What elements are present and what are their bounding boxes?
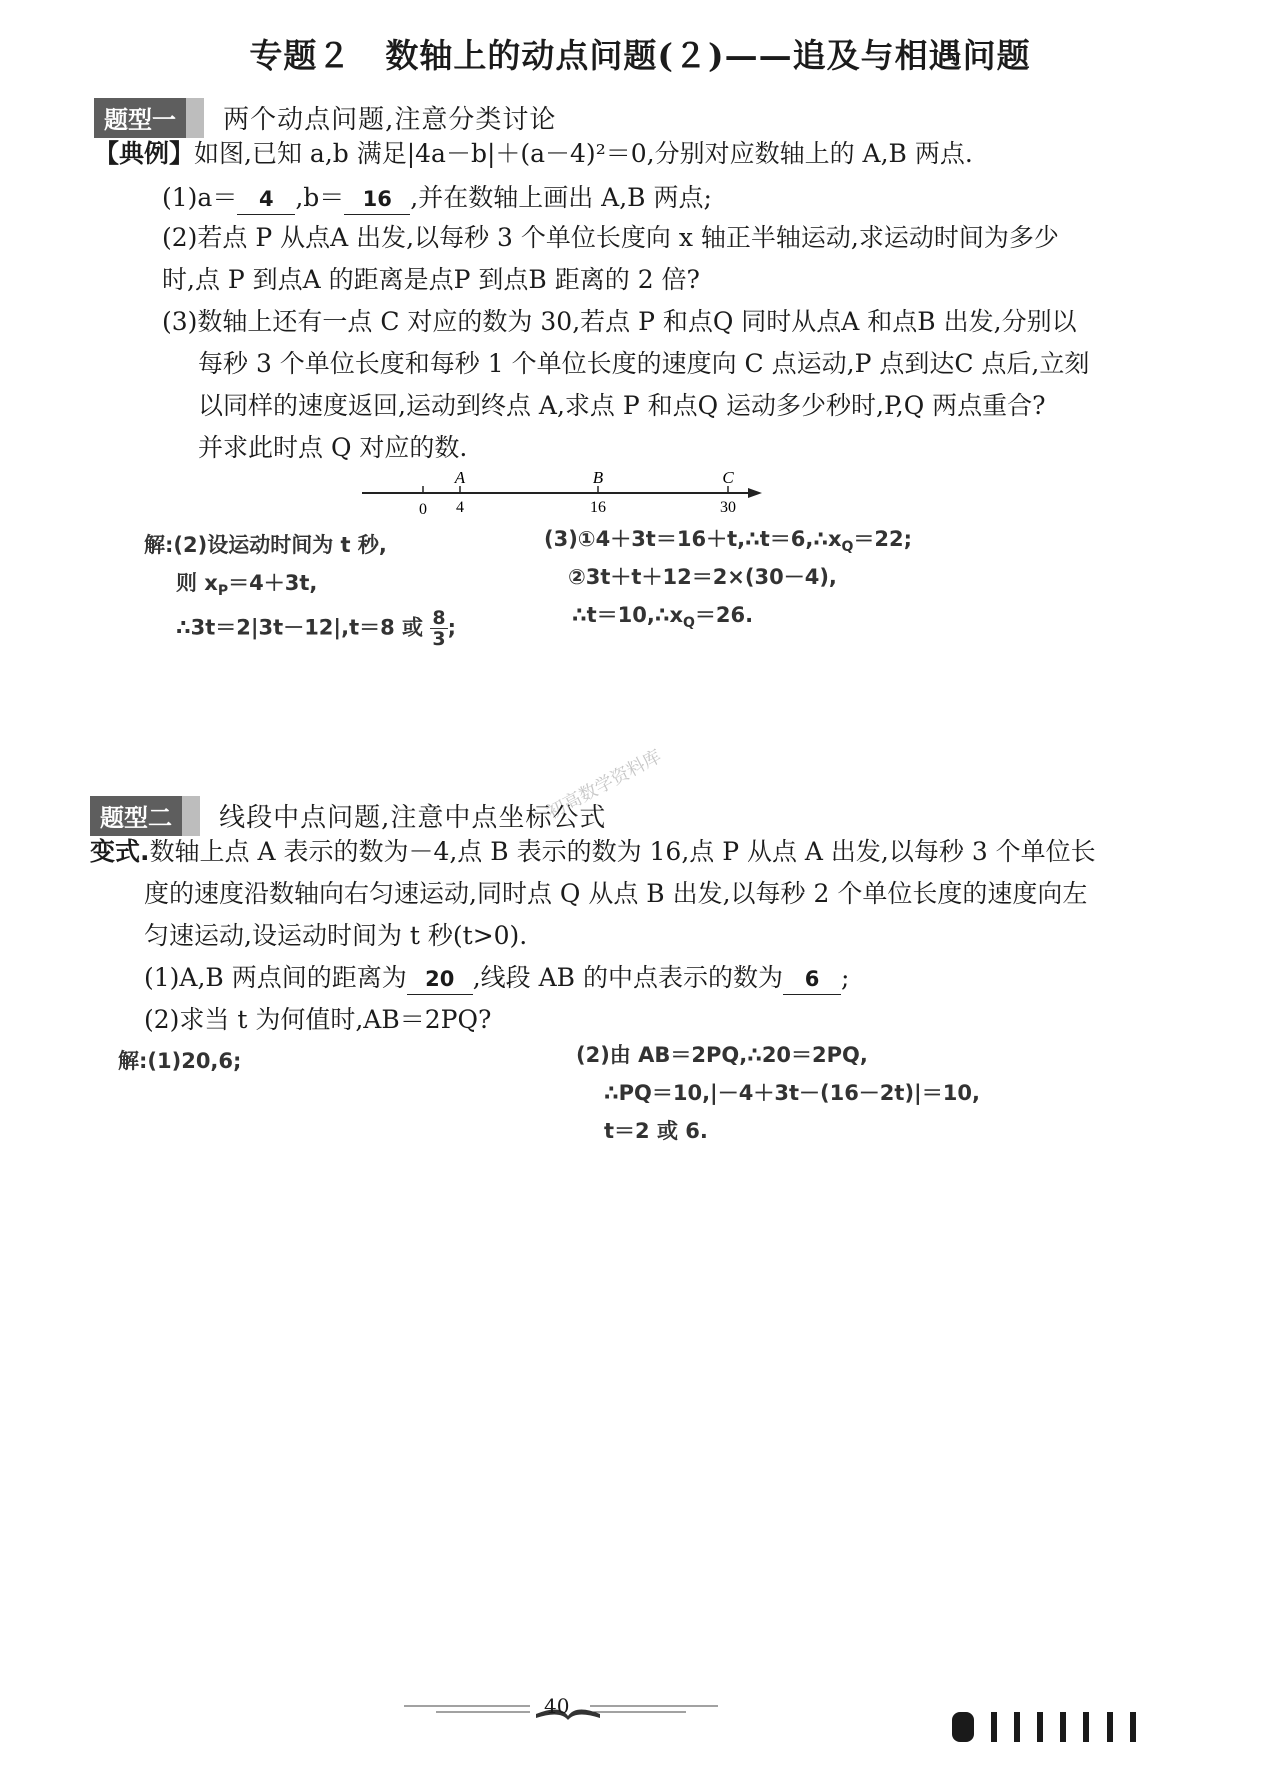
example-label: 【典例】	[94, 139, 195, 168]
example-text: 如图,已知 a,b 满足|4a－b|＋(a－4)²＝0,分别对应数轴上的 A,B 两点.	[194, 139, 973, 168]
variant-line3: 匀速运动,设运动时间为 t 秒(t>0).	[144, 921, 528, 950]
solution1-left-line2: 则 $x_P=4+3t$,	[176, 571, 318, 600]
point-a-value: 4	[456, 499, 464, 516]
solution2-right-line3: t＝2 或 6.	[604, 1119, 708, 1143]
solution1-left-line1: 解:(2)设运动时间为 t 秒,	[144, 533, 387, 557]
section1-tag: 题型一	[94, 98, 204, 138]
variant-q1: (1)A,B 两点间的距离为 20 ,线段 AB 的中点表示的数为 6 ;	[144, 956, 849, 1000]
question-3-line3: 以同样的速度返回,运动到终点 A,求点 P 和点Q 运动多少秒时,P,Q 两点重合?	[198, 391, 1046, 420]
solution1-right-line3: $\therefore t=10,\therefore x_Q=26$.	[572, 603, 754, 632]
number-line-arrow	[748, 488, 762, 498]
tick-0	[419, 486, 427, 518]
point-b-value: 16	[590, 499, 606, 516]
solution2-right-line1: (2)由 AB＝2PQ,∴20＝2PQ,	[576, 1043, 868, 1067]
page-number: 40	[544, 1694, 570, 1718]
question-3-line1: (3)数轴上还有一点 C 对应的数为 30,若点 P 和点Q 同时从点A 和点B 出发,分别以	[162, 307, 1077, 336]
q1-prefix: (1)a＝	[162, 183, 238, 212]
variant-line2: 度的速度沿数轴向右匀速运动,同时点 Q 从点 B 出发,以每秒 2 个单位长度的速度向左	[144, 879, 1088, 908]
svg-text:0: 0	[419, 501, 427, 518]
question-2-line2: 时,点 P 到点A 的距离是点P 到点B 距离的 2 倍?	[162, 265, 700, 294]
page-title: 专题２ 数轴上的动点问题(２)——追及与相遇问题	[249, 36, 1031, 75]
question-3-line4: 并求此时点 Q 对应的数.	[198, 433, 468, 462]
answer-a-blank: 4	[237, 184, 295, 215]
solution2-left: 解:(1)20,6;	[118, 1049, 242, 1073]
point-b-label: B	[592, 468, 604, 487]
question-1	[162, 176, 712, 220]
q1-mid: ,b＝	[295, 183, 345, 212]
section1-heading: 两个动点问题,注意分类讨论	[223, 105, 557, 135]
question-3-line2: 每秒 3 个单位长度和每秒 1 个单位长度的速度向 C 点运动,P 点到达C 点后,立刻	[198, 349, 1090, 378]
question-2-line1: (2)若点 P 从点A 出发,以每秒 3 个单位长度向 x 轴正半轴运动,求运动时间为多少	[162, 223, 1059, 252]
midpoint-blank: 6	[783, 964, 841, 995]
page-ornament	[400, 1688, 740, 1730]
solution1-right-line1: $(3)①4+3t=16+t,\therefore t=6,\therefore x_Q=22$;	[544, 527, 913, 556]
solution2-right-line2: ∴PQ＝10,|－4＋3t－(16－2t)|＝10,	[604, 1081, 980, 1105]
section2-tag: 题型二	[90, 796, 200, 836]
q1-suffix: ,并在数轴上画出 A,B 两点;	[410, 183, 712, 212]
number-line	[350, 466, 780, 526]
variant-line1: 变式.数轴上点 A 表示的数为－4,点 B 表示的数为 16,点 P 从点 A 出发,以每秒 3 个单位长	[90, 837, 1096, 866]
solution1-left-line3: ∴3t＝2|3t－12|,t＝8 或 $\frac{8}{3}$ ;	[176, 607, 456, 650]
variant-q2: (2)求当 t 为何值时,AB＝2PQ?	[144, 1005, 492, 1034]
fraction-eight-thirds: $\frac{8}{3}$	[432, 607, 446, 650]
section2-heading: 线段中点问题,注意中点坐标公式	[219, 803, 607, 833]
footer-bars	[940, 1712, 1136, 1746]
point-c-value: 30	[720, 499, 736, 516]
answer-b-blank: 16	[344, 184, 410, 215]
point-c-label: C	[722, 468, 734, 487]
solution1-right-line2: ②3t＋t＋12＝2×(30－4),	[568, 565, 837, 589]
example-intro	[94, 132, 973, 176]
point-a-label: A	[454, 468, 466, 487]
watermark: 初高数学资料库	[543, 745, 665, 824]
distance-blank: 20	[407, 964, 473, 995]
variant-label: 变式.	[90, 837, 150, 866]
